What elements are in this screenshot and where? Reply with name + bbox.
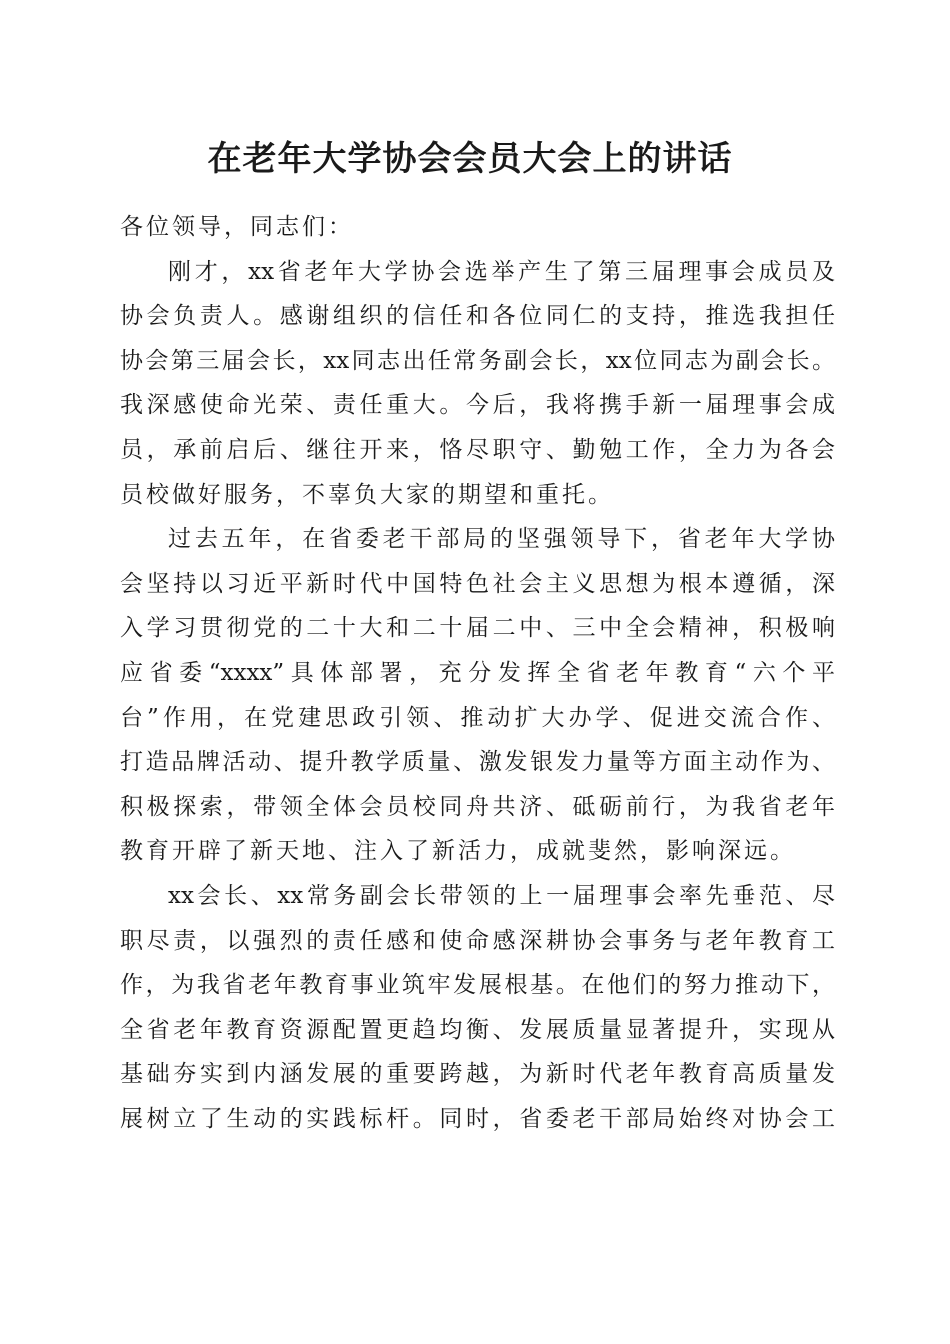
paragraph-line: 打造品牌活动、提升教学质量、激发银发力量等方面主动作为、 <box>120 749 835 776</box>
paragraph-line: 过去五年，在省委老干部局的坚强领导下，省老年大学协 <box>168 526 835 553</box>
paragraph-line: 职尽责，以强烈的责任感和使命感深耕协会事务与老年教育工 <box>120 927 835 954</box>
paragraph-line: 展树立了生动的实践标杆。同时，省委老干部局始终对协会工 <box>120 1105 835 1132</box>
paragraph-line: 员，承前启后、继往开来，恪尽职守、勤勉工作，全力为各会 <box>120 436 835 463</box>
paragraph-line: 基础夯实到内涵发展的重要跨越，为新时代老年教育高质量发 <box>120 1061 835 1088</box>
paragraph-line: 积极探索，带领全体会员校同舟共济、砥砺前行，为我省老年 <box>120 793 835 820</box>
paragraph-line: 台”作用，在党建思政引领、推动扩大办学、促进交流合作、 <box>120 704 835 731</box>
document-body <box>120 205 835 1141</box>
paragraph-line: 作，为我省老年教育事业筑牢发展根基。在他们的努力推动下， <box>120 972 835 999</box>
paragraph-line: 我深感使命光荣、责任重大。今后，我将携手新一届理事会成 <box>120 392 835 419</box>
paragraph-line: 协会第三届会长，xx同志出任常务副会长，xx位同志为副会长。 <box>120 347 835 374</box>
salutation: 各位领导，同志们： <box>120 214 354 240</box>
paragraph-line: 入学习贯彻党的二十大和二十届二中、三中全会精神，积极响 <box>120 615 835 642</box>
paragraph-line: 员校做好服务，不辜负大家的期望和重托。 <box>120 481 614 508</box>
paragraph-line: 教育开辟了新天地、注入了新活力，成就斐然，影响深远。 <box>120 838 796 865</box>
paragraph-line: 会坚持以习近平新时代中国特色社会主义思想为根本遵循，深 <box>120 570 835 597</box>
paragraph-line: 协会负责人。感谢组织的信任和各位同仁的支持，推选我担任 <box>120 303 835 330</box>
paragraph-line: xx会长、xx常务副会长带领的上一届理事会率先垂范、尽 <box>168 882 835 909</box>
document-title: 在老年大学协会会员大会上的讲话 <box>207 139 733 179</box>
paragraph-line: 应省委“xxxx”具体部署，充分发挥全省老年教育“六个平 <box>120 659 835 686</box>
paragraph-line: 刚才，xx省老年大学协会选举产生了第三届理事会成员及 <box>168 258 835 285</box>
paragraph-line: 全省老年教育资源配置更趋均衡、发展质量显著提升，实现从 <box>120 1016 835 1043</box>
